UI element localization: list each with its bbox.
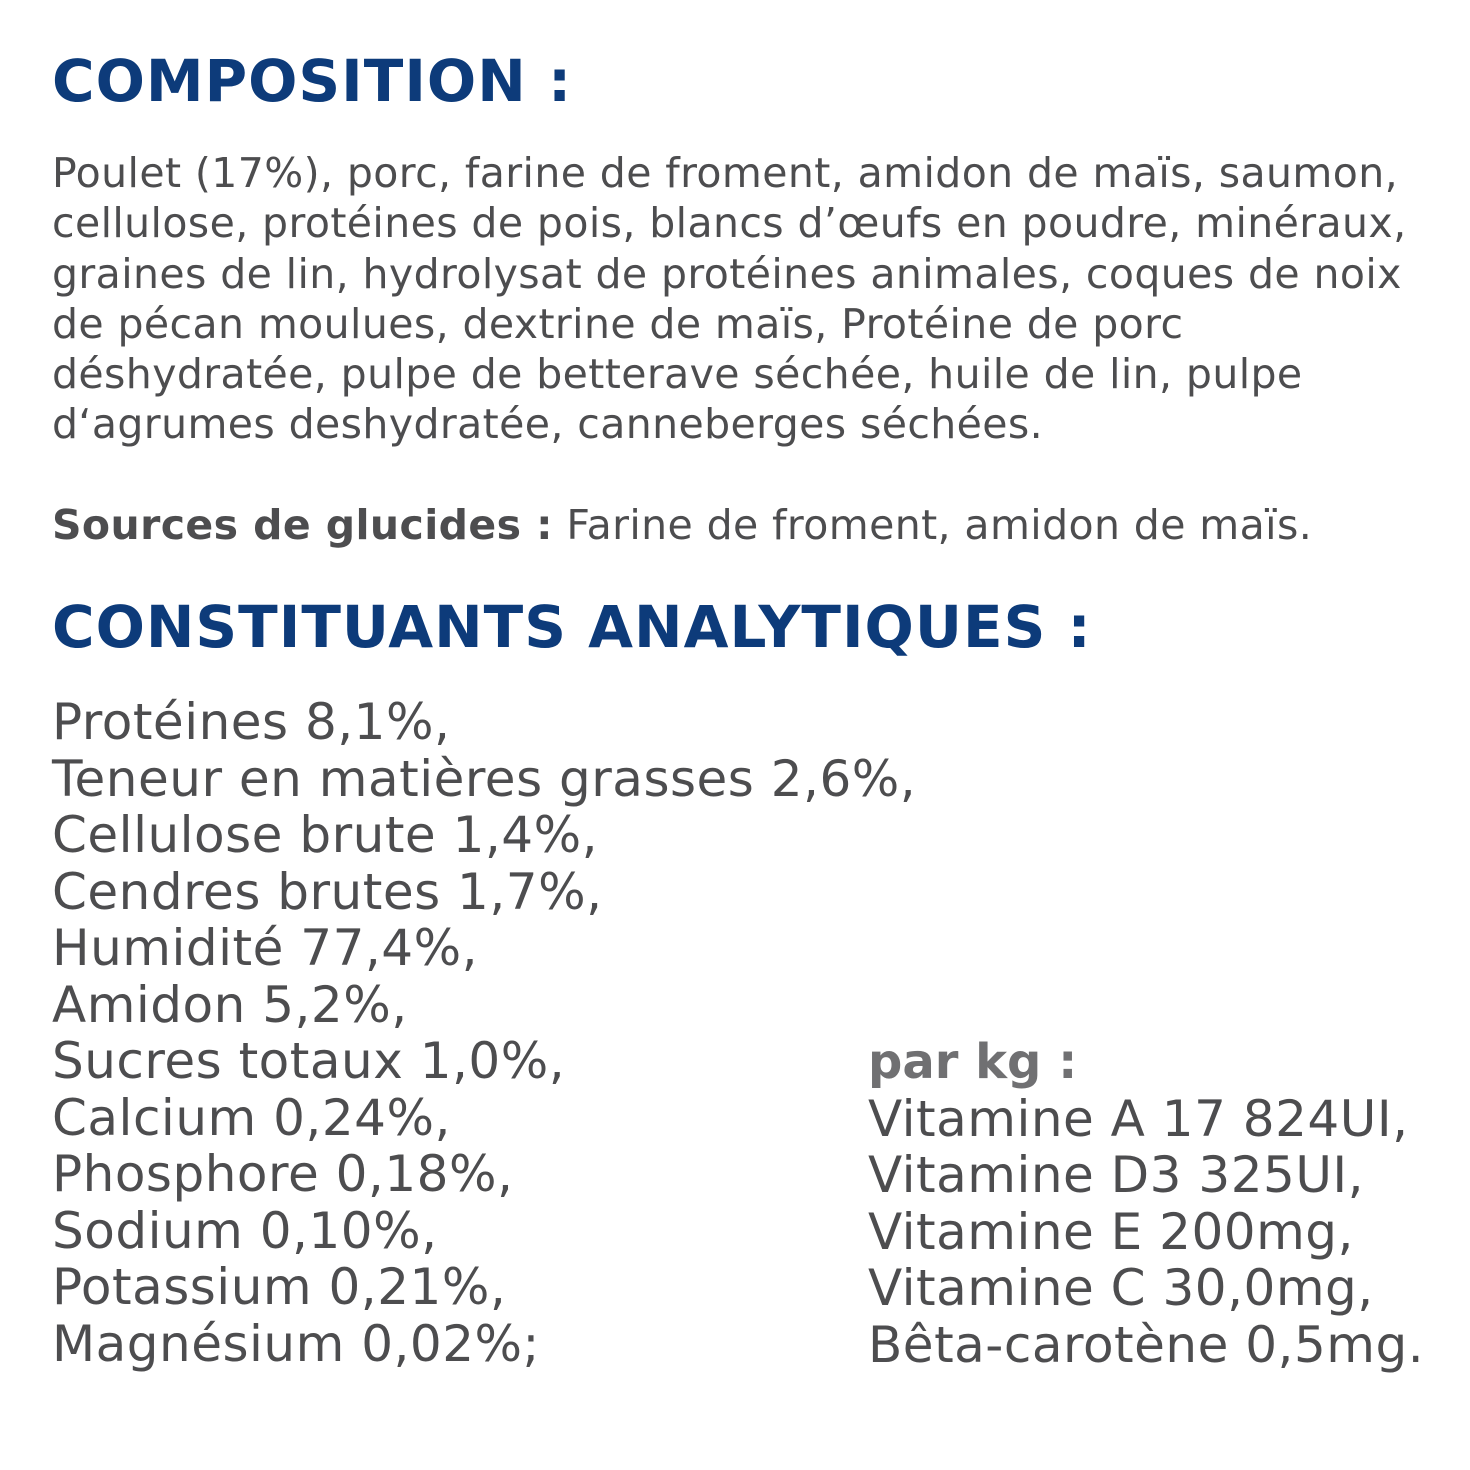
analytic-item: Teneur en matières grasses 2,6%,: [52, 749, 917, 808]
analytic-item: Sucres totaux 1,0%,: [52, 1032, 566, 1090]
vitamin-item: Vitamine D3 325UI,: [868, 1146, 1365, 1204]
analytic-constituents-list: [52, 694, 916, 1372]
vitamin-item: Vitamine A 17 824UI,: [868, 1089, 1409, 1148]
per-kg-section: [868, 1034, 1424, 1373]
analytic-item: Protéines 8,1%,: [52, 693, 451, 751]
analytic-item: Phosphore 0,18%,: [52, 1145, 514, 1203]
analytic-item: Calcium 0,24%,: [52, 1088, 451, 1147]
analytic-item: Cendres brutes 1,7%,: [52, 862, 603, 921]
analytic-item: Cellulose brute 1,4%,: [52, 806, 598, 864]
carbohydrate-sources-label: Sources de glucides :: [52, 501, 553, 549]
vitamin-item: Bêta-carotène 0,5mg.: [868, 1315, 1425, 1374]
vitamin-item: Vitamine C 30,0mg,: [868, 1259, 1374, 1317]
carbohydrate-sources-value: Farine de froment, amidon de maïs.: [566, 501, 1313, 549]
vitamin-list: [868, 1091, 1424, 1374]
analytic-item: Amidon 5,2%,: [52, 975, 408, 1034]
analytic-item: Humidité 77,4%,: [52, 919, 479, 977]
carbohydrate-sources-line: [52, 500, 1312, 550]
per-kg-title: par kg :: [868, 1034, 1078, 1090]
analytic-item: Sodium 0,10%,: [52, 1201, 438, 1260]
composition-heading: COMPOSITION :: [52, 47, 573, 115]
composition-ingredients-text: Poulet (17%), porc, farine de froment, amidon de maïs, saumon, cellulose, protéines de pois, blancs d’œufs en poudre, minéraux, graines de lin, hydrolysat de protéines animales, coques de noix de pécan moulues, dextrine de maïs, Protéine de porc déshydratée, pulpe de betterave séchée, huile de lin, pulpe d‘agrumes deshydratée, canneberges séchées.: [52, 149, 1407, 449]
analytic-constituents-heading: CONSTITUANTS ANALYTIQUES :: [52, 593, 1092, 661]
analytic-item: Potassium 0,21%,: [52, 1258, 507, 1316]
analytic-item: Magnésium 0,02%;: [52, 1314, 540, 1373]
vitamin-item: Vitamine E 200mg,: [868, 1202, 1354, 1261]
